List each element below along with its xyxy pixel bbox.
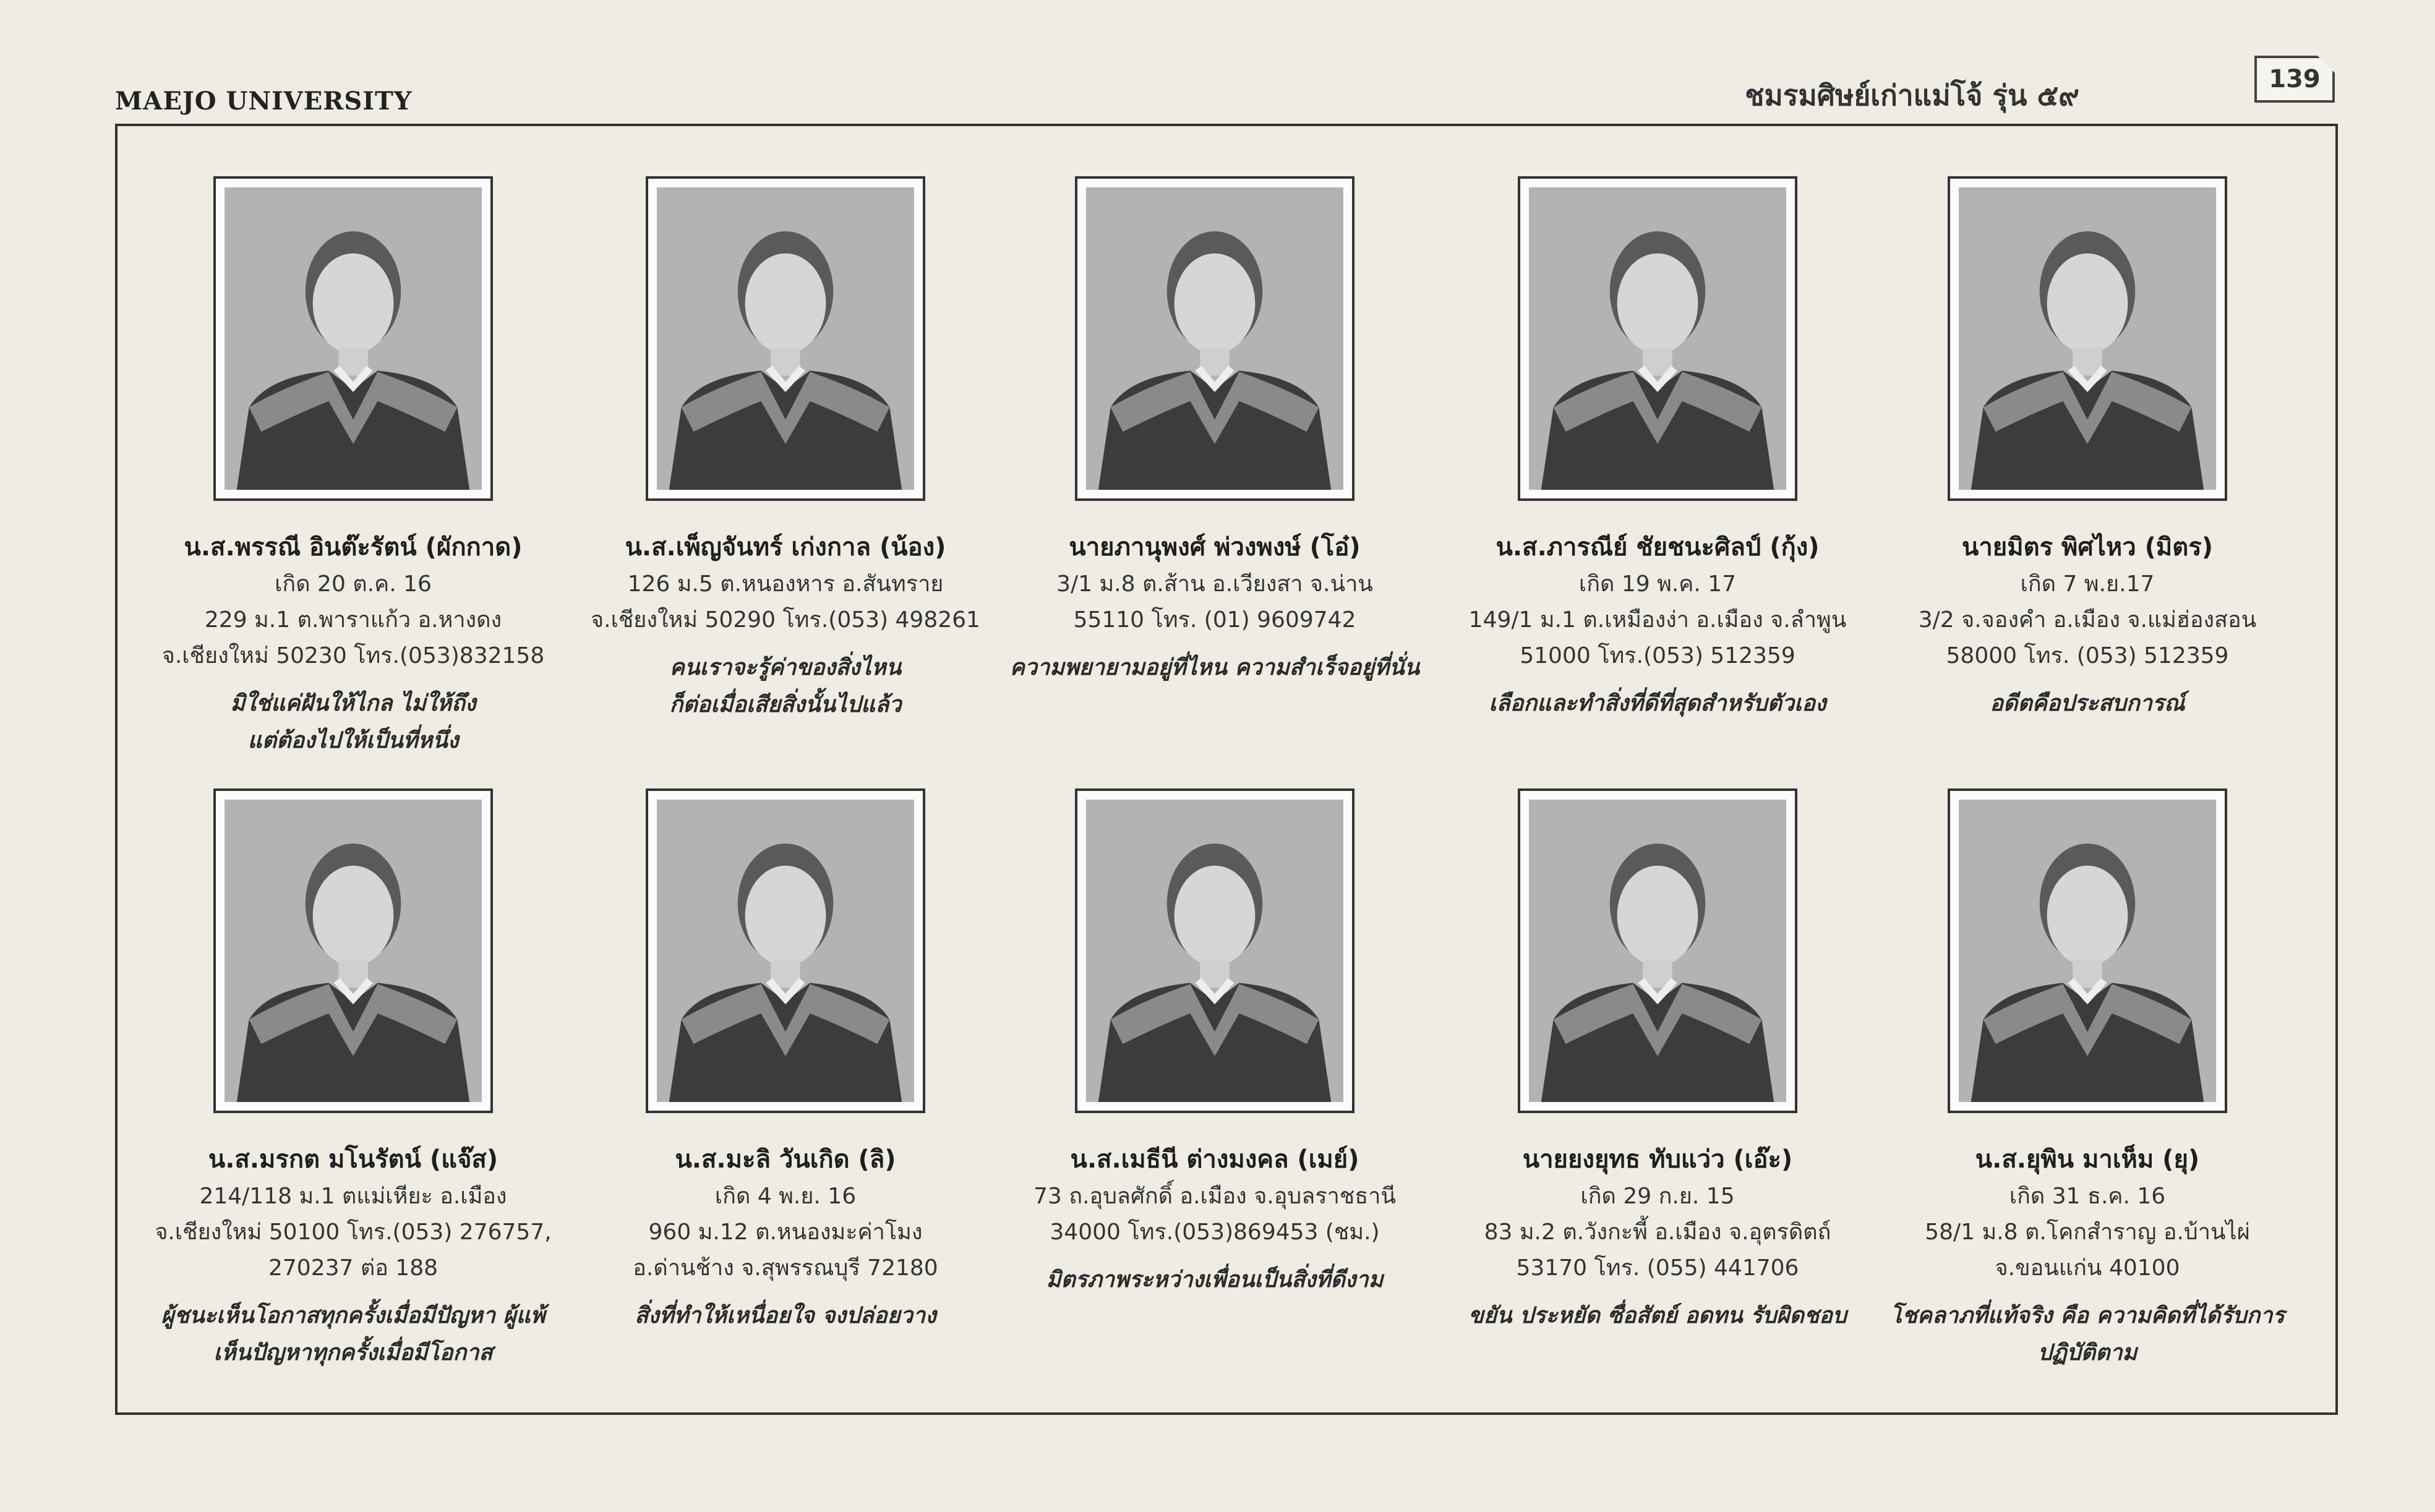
student-detail-line: 3/1 ม.8 ต.ส้าน อ.เวียงสา จ.น่าน bbox=[1056, 571, 1373, 597]
student-name: นายยงยุทธ ทับแว่ว (เอ๊ะ) bbox=[1522, 1145, 1793, 1174]
student-motto bbox=[569, 1297, 1002, 1335]
student-detail-line: 73 ถ.อุบลศักดิ์ อ.เมือง จ.อุบลราชธานี bbox=[1033, 1184, 1397, 1209]
student-motto-line: ผู้ชนะเห็นโอกาสทุกครั้งเมื่อมีปัญหา ผู้แพ้ bbox=[161, 1303, 546, 1328]
student-motto-line: เลือกและทำสิ่งที่ดีที่สุดสำหรับตัวเอง bbox=[1489, 691, 1826, 716]
student-details bbox=[1441, 566, 1874, 674]
student-photo bbox=[1518, 176, 1797, 501]
student-detail-line: จ.ขอนแก่น 40100 bbox=[1995, 1255, 2180, 1281]
student-photo bbox=[1948, 176, 2227, 501]
club-header: ชมรมศิษย์เก่าแม่โจ้ รุ่น ๕๙ bbox=[1745, 79, 2079, 112]
portrait-silhouette-icon bbox=[225, 800, 482, 1102]
student-detail-line: เกิด 7 พ.ย.17 bbox=[2020, 571, 2155, 597]
portrait-image bbox=[1086, 187, 1343, 490]
student-detail-line: 34000 โทร.(053)869453 (ชม.) bbox=[1050, 1219, 1380, 1245]
student-photo bbox=[213, 176, 493, 501]
student-name: น.ส.มรกต มโนรัตน์ (แจ๊ส) bbox=[208, 1145, 499, 1174]
portrait-silhouette-icon bbox=[1959, 800, 2216, 1102]
student-photo bbox=[1518, 788, 1797, 1113]
student-details bbox=[569, 1179, 1002, 1286]
student-motto-line: โชคลาภที่แท้จริง คือ ความคิดที่ได้รับการ bbox=[1890, 1303, 2285, 1328]
student-motto-line: ขยัน ประหยัด ซื่อสัตย์ อดทน รับผิดชอบ bbox=[1468, 1303, 1847, 1328]
student-card bbox=[569, 176, 1002, 724]
student-detail-line: เกิด 19 พ.ค. 17 bbox=[1578, 571, 1737, 597]
student-motto-line: มิใช่แค่ฝันให้ไกล ไม่ให้ถึง bbox=[230, 691, 476, 716]
student-details bbox=[137, 1179, 570, 1286]
portrait-image bbox=[1959, 800, 2216, 1102]
student-motto-line: อดีตคือประสบการณ์ bbox=[1990, 691, 2185, 716]
portrait-image bbox=[657, 800, 914, 1102]
portrait-image bbox=[225, 187, 482, 490]
student-motto-line: แต่ต้องไปให้เป็นที่หนึ่ง bbox=[247, 728, 459, 753]
student-detail-line: 149/1 ม.1 ต.เหมืองง่า อ.เมือง จ.ลำพูน bbox=[1468, 607, 1847, 633]
portrait-image bbox=[1529, 187, 1786, 490]
student-card bbox=[1441, 788, 1874, 1335]
student-name: น.ส.ยุพิน มาเห็ม (ยุ) bbox=[1975, 1145, 2200, 1174]
student-name: น.ส.พรรณี อินต๊ะรัตน์ (ผักกาด) bbox=[184, 533, 523, 562]
portrait-silhouette-icon bbox=[1529, 800, 1786, 1102]
portrait-silhouette-icon bbox=[657, 800, 914, 1102]
student-photo bbox=[646, 176, 925, 501]
student-detail-line: เกิด 20 ต.ค. 16 bbox=[275, 571, 432, 597]
student-motto bbox=[1441, 685, 1874, 722]
student-detail-line: 83 ม.2 ต.วังกะพี้ อ.เมือง จ.อุตรดิตถ์ bbox=[1484, 1219, 1831, 1245]
student-motto-line: ก็ต่อเมื่อเสียสิ่งนั้นไปแล้ว bbox=[669, 692, 902, 717]
student-detail-line: 58000 โทร. (053) 512359 bbox=[1946, 643, 2229, 668]
student-detail-line: 53170 โทร. (055) 441706 bbox=[1516, 1255, 1799, 1281]
portrait-silhouette-icon bbox=[1086, 800, 1343, 1102]
page-number-text: 139 bbox=[2269, 65, 2321, 93]
student-details bbox=[998, 566, 1431, 638]
university-header: MAEJO UNIVERSITY bbox=[115, 87, 413, 116]
student-card bbox=[998, 176, 1431, 686]
portrait-silhouette-icon bbox=[1959, 187, 2216, 490]
student-detail-line: เกิด 29 ก.ย. 15 bbox=[1580, 1184, 1735, 1209]
student-details bbox=[998, 1179, 1431, 1250]
student-motto bbox=[1871, 1297, 2304, 1372]
student-detail-line: 960 ม.12 ต.หนองมะค่าโมง bbox=[648, 1219, 923, 1245]
student-card bbox=[1871, 176, 2304, 722]
student-motto bbox=[998, 649, 1431, 686]
student-motto bbox=[569, 649, 1002, 724]
student-detail-line: 58/1 ม.8 ต.โคกสำราญ อ.บ้านไผ่ bbox=[1925, 1219, 2250, 1245]
student-motto-line: เห็นปัญหาทุกครั้งเมื่อมีโอกาส bbox=[213, 1340, 493, 1365]
portrait-image bbox=[1529, 800, 1786, 1102]
student-details bbox=[1871, 1179, 2304, 1286]
student-details bbox=[1871, 566, 2304, 674]
student-card bbox=[1441, 176, 1874, 722]
student-photo bbox=[1075, 176, 1354, 501]
student-detail-line: เกิด 31 ธ.ค. 16 bbox=[2009, 1184, 2166, 1209]
student-detail-line: จ.เชียงใหม่ 50290 โทร.(053) 498261 bbox=[591, 607, 980, 633]
student-card bbox=[1871, 788, 2304, 1372]
portrait-image bbox=[1086, 800, 1343, 1102]
student-detail-line: เกิด 4 พ.ย. 16 bbox=[714, 1184, 857, 1209]
student-detail-line: จ.เชียงใหม่ 50230 โทร.(053)832158 bbox=[161, 643, 545, 668]
student-name: น.ส.ภารณีย์ ชัยชนะศิลป์ (กุ้ง) bbox=[1496, 533, 1820, 562]
student-card bbox=[137, 788, 570, 1372]
student-motto-line: มิตรภาพระหว่างเพื่อนเป็นสิ่งที่ดีงาม bbox=[1046, 1267, 1384, 1292]
student-card bbox=[998, 788, 1431, 1299]
student-card bbox=[569, 788, 1002, 1335]
student-detail-line: 214/118 ม.1 ตแม่เหียะ อ.เมือง bbox=[199, 1184, 507, 1209]
student-name: นายมิตร พิศไหว (มิตร) bbox=[1961, 533, 2213, 562]
student-name: น.ส.มะลิ วันเกิด (ลิ) bbox=[675, 1145, 896, 1174]
student-name: นายภานุพงศ์ พ่วงพงษ์ (โอ๋) bbox=[1069, 533, 1361, 562]
portrait-image bbox=[1959, 187, 2216, 490]
portrait-silhouette-icon bbox=[225, 187, 482, 490]
portrait-silhouette-icon bbox=[1086, 187, 1343, 490]
student-detail-line: อ.ด่านช้าง จ.สุพรรณบุรี 72180 bbox=[633, 1255, 938, 1281]
student-detail-line: 3/2 จ.จองคำ อ.เมือง จ.แม่ฮ่องสอน bbox=[1918, 607, 2257, 633]
portrait-image bbox=[225, 800, 482, 1102]
student-motto bbox=[998, 1262, 1431, 1299]
student-motto-line: คนเราจะรู้ค่าของสิ่งไหน bbox=[669, 655, 902, 680]
student-motto bbox=[137, 1297, 570, 1372]
student-photo bbox=[1948, 788, 2227, 1113]
student-details bbox=[137, 566, 570, 674]
portrait-silhouette-icon bbox=[657, 187, 914, 490]
student-details bbox=[1441, 1179, 1874, 1286]
student-motto-line: สิ่งที่ทำให้เหนื่อยใจ จงปล่อยวาง bbox=[635, 1303, 936, 1328]
student-detail-line: 126 ม.5 ต.หนองหาร อ.สันทราย bbox=[627, 571, 944, 597]
student-photo bbox=[1075, 788, 1354, 1113]
portrait-image bbox=[657, 187, 914, 490]
student-details bbox=[569, 566, 1002, 638]
student-photo bbox=[213, 788, 493, 1113]
student-name: น.ส.เพ็ญจันทร์ เก่งกาล (น้อง) bbox=[625, 533, 946, 562]
student-card bbox=[137, 176, 570, 759]
student-detail-line: 55110 โทร. (01) 9609742 bbox=[1073, 607, 1356, 633]
student-detail-line: 51000 โทร.(053) 512359 bbox=[1520, 643, 1795, 668]
student-detail-line: จ.เชียงใหม่ 50100 โทร.(053) 276757, bbox=[155, 1219, 552, 1245]
student-detail-line: 229 ม.1 ต.พาราแก้ว อ.หางดง bbox=[204, 607, 502, 633]
student-motto-line: ความพยายามอยู่ที่ไหน ความสำเร็จอยู่ที่นั่น bbox=[1009, 655, 1420, 680]
student-motto-line: ปฏิบัติตาม bbox=[2037, 1340, 2138, 1365]
student-motto bbox=[137, 685, 570, 759]
student-motto bbox=[1441, 1297, 1874, 1335]
student-detail-line: 270237 ต่อ 188 bbox=[268, 1255, 439, 1281]
page-number bbox=[2254, 56, 2335, 103]
student-photo bbox=[646, 788, 925, 1113]
student-name: น.ส.เมธีนี ต่างมงคล (เมย์) bbox=[1070, 1145, 1359, 1174]
student-motto bbox=[1871, 685, 2304, 722]
portrait-silhouette-icon bbox=[1529, 187, 1786, 490]
